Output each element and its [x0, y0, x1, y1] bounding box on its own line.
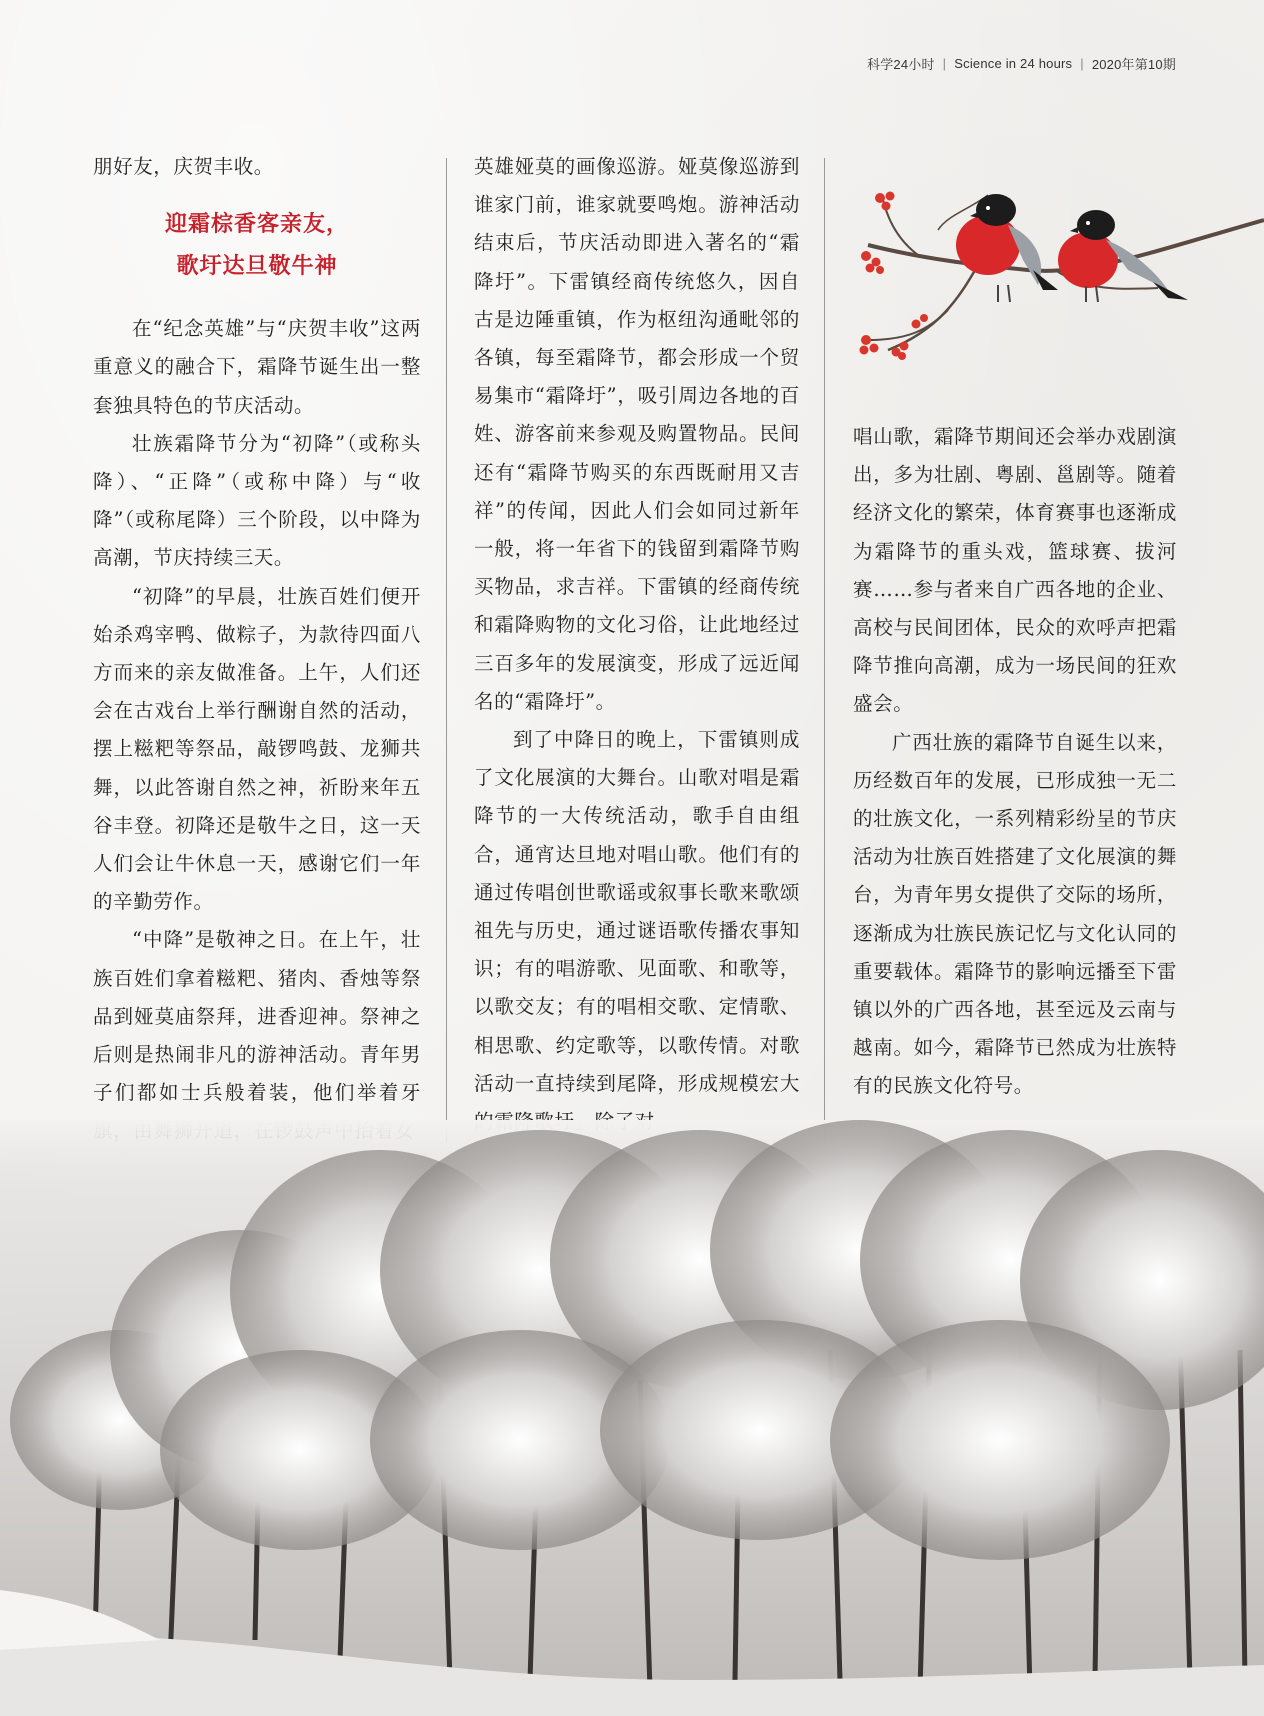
text-column-1 — [93, 148, 421, 1151]
magazine-title-en: Science in 24 hours — [954, 56, 1073, 71]
header-separator: | — [942, 56, 947, 71]
text-column-3 — [853, 418, 1177, 1106]
section-heading — [93, 204, 421, 288]
issue-number: 2020年第10期 — [1091, 57, 1176, 72]
section-heading-line-1: 迎霜棕香客亲友， — [164, 212, 349, 238]
snow-forest-photo — [0, 1120, 1264, 1716]
paragraph: “初降”的早晨，壮族百姓们便开始杀鸡宰鸭、做粽子，为款待四面八方而来的亲友做准备。上午，人们还会在古戏台上举行酬谢自然的活动，摆上糍粑等祭品，敲锣鸣鼓、龙狮共舞，以此答谢自然之神，祈盼来年五谷丰登。初降还是敬牛之日，这一天人们会让牛休息一天，感谢它们一年的辛勤劳作。 — [93, 584, 421, 914]
paragraph: 朋好友，庆贺丰收。 — [93, 155, 274, 178]
column-divider — [824, 158, 825, 1142]
paragraph: 壮族霜降节分为“初降”（或称头降）、“正降”（或称中降）与“收降”（或称尾降）三个阶段，以中降为高潮，节庆持续三天。 — [93, 431, 421, 570]
paragraph: 唱山歌，霜降节期间还会举办戏剧演出，多为壮剧、粤剧、邕剧等。随着经济文化的繁荣，体育赛事也逐渐成为霜降节的重头戏，篮球赛、拔河赛……参与者来自广西各地的企业、高校与民间团体，民众的欢呼声把霜降节推向高潮，成为一场民间的狂欢盛会。 — [853, 425, 1177, 716]
paragraph: 在“纪念英雄”与“庆贺丰收”这两重意义的融合下，霜降节诞生出一整套独具特色的节庆活动。 — [93, 317, 421, 417]
paragraph: 广西壮族的霜降节自诞生以来，历经数百年的发展，已形成独一无二的壮族文化，一系列精彩纷呈的节庆活动为壮族百姓搭建了文化展演的舞台，为青年男女提供了交际的场所，逐渐成为壮族民族记忆与文化认同的重要载体。霜降节的影响远播至下雷镇以外的广西各地，甚至远及云南与越南。如今，霜降节已然成为壮族特有的民族文化符号。 — [853, 730, 1177, 1098]
magazine-title-cn: 科学24小时 — [867, 57, 935, 72]
bullfinch-birds-icon — [858, 190, 1264, 400]
header-separator: | — [1080, 56, 1084, 71]
paragraph: 到了中降日的晚上，下雷镇则成了文化展演的大舞台。山歌对唱是霜降节的一大传统活动，歌手自由组合，通宵达旦地对唱山歌。他们有的通过传唱创世歌谣或叙事长歌来歌颂祖先与历史，通过谜语歌传播农事知识；有的唱游歌、见面歌、和歌等，以歌交友；有的唱相交歌、定情歌、相思歌、约定歌等，以歌传情。对歌活动一直持续到尾降，形成规模宏大 — [474, 728, 800, 1095]
column-divider — [446, 158, 447, 1142]
paragraph: 英雄娅莫的画像巡游。娅莫像巡游到谁家门前，谁家就要鸣炮。游神活动结束后，节庆活动即进入著名的“霜降圩”。下雷镇经商传统悠久，因自古是边陲重镇，作为枢纽沟通毗邻的各镇，每至霜降节，都会形成一个贸易集市“霜降圩”，吸引周边各地的百姓、游客前来参观及购置物品。民间还有“霜降节购买的东西既耐用又吉祥”的传闻，因此人们会如同过新年一般，将一年省下的钱留到霜降节购买物品，求吉祥。下雷镇的经商传统和霜降购物的文化习俗，让此地经过三百多年的发展演变，形成了远近闻名的“霜降圩”。 — [474, 155, 800, 713]
section-heading-line-2: 歌圩达旦敬牛神 — [176, 254, 338, 280]
running-header — [867, 54, 1176, 73]
text-column-2 — [474, 148, 800, 1141]
paragraph: “中降”是敬神之日。在上午，壮族百姓们拿着糍粑、猪肉、香烛等祭品到娅莫庙祭拜，进香迎神。祭神之后则是热闹非凡的游神活动。青年男子们都如士兵般着装，他们举着牙 — [93, 928, 421, 1105]
